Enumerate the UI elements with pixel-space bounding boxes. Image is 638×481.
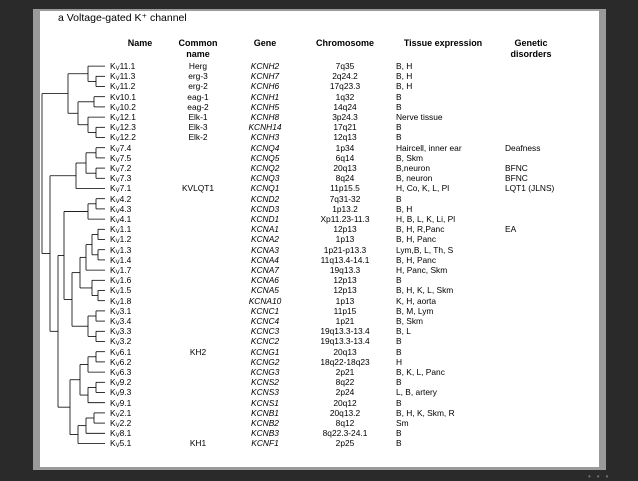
table-row <box>0 81 638 91</box>
table-row <box>0 132 638 142</box>
chromosome: 1p21-p13.3 <box>323 244 367 255</box>
gene-symbol: KCNA1 <box>251 224 279 235</box>
chromosome: 20q12 <box>333 397 357 408</box>
table-row <box>0 367 638 377</box>
tissue-expression: B <box>396 336 402 347</box>
gene-symbol: KCNB2 <box>251 418 279 428</box>
tissue-expression: B <box>396 132 402 143</box>
genetic-disorder: BFNC <box>505 173 528 184</box>
gene-symbol: KCNQ3 <box>250 173 280 184</box>
chromosome: 11p15.5 <box>330 183 360 194</box>
channel-name: $K_V5.1$ <box>110 438 132 450</box>
tissue-expression: B, H <box>396 203 413 214</box>
genetic-disorder: Deafness <box>505 142 541 153</box>
table-row <box>0 173 638 183</box>
channel-name: $K_V11.3$ <box>110 71 136 83</box>
gene-symbol: KCND3 <box>250 203 280 214</box>
channel-name: $K_V3.2$ <box>110 336 132 348</box>
chromosome: 11q13.4-14.1 <box>320 254 370 265</box>
chromosome: 8q24 <box>335 173 355 184</box>
header-gene: Gene <box>253 38 277 48</box>
tissue-expression: H, B, L, K, Li, Pl <box>396 214 456 224</box>
chromosome: 8q22 <box>335 377 355 388</box>
chromosome: 17q21 <box>333 122 357 133</box>
table-row <box>0 71 638 81</box>
common-name: erg-2 <box>188 81 208 92</box>
chromosome: 1p13 <box>335 234 355 245</box>
chromosome: 19q13.3-13.4 <box>320 326 370 337</box>
gene-symbol: KCNF1 <box>251 438 279 449</box>
tissue-expression: B <box>396 397 402 408</box>
tissue-expression: B <box>396 122 402 133</box>
table-row <box>0 183 638 193</box>
tissue-expression: H, Panc, Skm <box>396 265 448 275</box>
chromosome: 1p13 <box>335 295 355 306</box>
gene-symbol: KCNG1 <box>250 346 280 357</box>
tissue-expression: Nerve tissue <box>396 112 443 122</box>
table-row <box>0 112 638 122</box>
header-genetic-disorders: Genetic disorders <box>510 38 552 59</box>
channel-name: $K_V3.3$ <box>110 326 132 338</box>
channel-name: $K_V3.4$ <box>110 316 132 327</box>
table-row <box>0 326 638 336</box>
tissue-expression: B, H <box>396 81 413 92</box>
chromosome: 14q24 <box>333 101 357 112</box>
tissue-expression: B, H <box>396 61 413 71</box>
table-row <box>0 153 638 163</box>
gene-symbol: KCNH14 <box>248 122 282 133</box>
tissue-expression: B, M, Lym <box>396 305 434 316</box>
channel-name: $K_V12.1$ <box>110 112 136 123</box>
tissue-expression: B, H, Panc <box>396 254 437 265</box>
channel-name: $K_V1.1$ <box>110 224 132 236</box>
tissue-expression: B <box>396 428 402 439</box>
table-row <box>0 204 638 214</box>
channel-name: $K_V1.6$ <box>110 275 132 287</box>
common-name: erg-3 <box>188 71 208 82</box>
tissue-expression: H, Co, K, L, Pl <box>396 183 450 194</box>
table-row <box>0 275 638 285</box>
chromosome: 12q13 <box>333 132 357 143</box>
channel-name: $K_V1.8$ <box>110 295 132 307</box>
gene-symbol: KCNC1 <box>250 305 280 316</box>
gene-symbol: KCNH6 <box>250 81 280 92</box>
channel-name: $K_V2.1$ <box>110 407 132 419</box>
chromosome: 6q14 <box>335 152 355 163</box>
chromosome: 1q32 <box>335 91 355 102</box>
gene-symbol: KCNH8 <box>250 112 280 122</box>
gene-symbol: KCNQ4 <box>250 142 280 153</box>
header-chromosome: Chromosome <box>315 38 374 48</box>
channel-name: $K_V9.2$ <box>110 377 132 389</box>
table-row <box>0 224 638 234</box>
channel-name: $K_V1.3$ <box>110 244 132 256</box>
tissue-expression: B <box>396 377 402 388</box>
channel-name: $K_V12.2$ <box>110 132 136 144</box>
chromosome: 7q35 <box>335 61 355 71</box>
chromosome: 8q22.3-24.1 <box>322 428 368 439</box>
table-row <box>0 92 638 102</box>
common-name: Elk-1 <box>188 112 208 122</box>
genetic-disorder: BFNC <box>505 163 528 173</box>
gene-symbol: KCNC2 <box>250 336 280 347</box>
table-row <box>0 377 638 387</box>
channel-name: $K_V7.4$ <box>110 142 132 154</box>
gene-symbol: KCND1 <box>250 214 280 224</box>
chromosome: Xp11.23-11.3 <box>320 214 370 224</box>
gene-symbol: KCNH1 <box>250 91 280 102</box>
genetic-disorder: EA <box>505 224 517 235</box>
genetic-disorder: LQT1 (JLNS) <box>505 183 555 194</box>
tissue-expression: B <box>396 275 402 286</box>
table-row <box>0 214 638 224</box>
tissue-expression: B, H, K, L, Skm <box>396 285 454 296</box>
gene-symbol: KCNA4 <box>251 254 279 265</box>
chromosome: 20q13.2 <box>329 407 361 418</box>
gene-symbol: KCNG2 <box>250 356 280 367</box>
common-name: KH1 <box>189 438 207 449</box>
gene-symbol: KCNS2 <box>251 377 279 388</box>
channel-name: $K_V10.2$ <box>110 101 136 113</box>
channel-name: $K_V12.3$ <box>110 122 136 134</box>
chromosome: 3p24.3 <box>332 112 358 122</box>
tissue-expression: B <box>396 438 402 449</box>
chromosome: 12p13 <box>333 275 357 286</box>
header-common-name: Common name <box>178 38 218 59</box>
channel-name: $K_V4.3$ <box>110 203 132 215</box>
channel-name: $K_V6.1$ <box>110 346 132 358</box>
channel-name: $K_V3.1$ <box>110 305 132 317</box>
channel-name: $K_V1.5$ <box>110 285 132 297</box>
gene-symbol: KCNG3 <box>250 367 280 377</box>
tissue-expression: B, H, R,Panc <box>396 224 445 235</box>
gene-symbol: KCNC3 <box>250 326 280 337</box>
channel-name: $K_V7.1$ <box>110 183 132 195</box>
common-name: Elk-2 <box>188 132 208 143</box>
tissue-expression: Haircell, inner ear <box>396 142 462 153</box>
table-row <box>0 357 638 367</box>
gene-symbol: KCNA2 <box>251 234 279 245</box>
chromosome: 1p34 <box>335 142 355 153</box>
channel-name: $K_V4.2$ <box>110 193 132 205</box>
gene-symbol: KCNH3 <box>250 132 280 143</box>
channel-name: Kv10.1 <box>110 91 137 102</box>
tissue-expression: B, neuron <box>396 173 433 184</box>
header-tissue-expression: Tissue expression <box>403 38 483 48</box>
tissue-expression: L, B, artery <box>396 387 437 398</box>
table-row <box>0 408 638 418</box>
tissue-expression: B, H <box>396 71 413 82</box>
chromosome: 7q31-32 <box>329 193 361 204</box>
table-row <box>0 418 638 428</box>
common-name: KH2 <box>189 346 207 357</box>
table-row <box>0 102 638 112</box>
table-row <box>0 234 638 244</box>
channel-name: $K_V2.2$ <box>110 418 132 429</box>
common-name: Elk-3 <box>188 122 208 133</box>
chromosome: 8q12 <box>335 418 355 428</box>
chromosome: 12p13 <box>333 285 357 296</box>
tissue-expression: B,neuron <box>396 163 430 173</box>
tissue-expression: Sm <box>396 418 409 428</box>
channel-name: $K_V6.2$ <box>110 356 132 368</box>
table-row <box>0 245 638 255</box>
chromosome: 2p21 <box>335 367 355 377</box>
chromosome: 18q22-18q23 <box>320 356 370 367</box>
gene-symbol: KCNA5 <box>251 285 279 296</box>
chromosome: 12p13 <box>333 224 357 235</box>
chromosome: 17q23.3 <box>329 81 361 92</box>
tissue-expression: B, H, K, Skm, R <box>396 407 455 418</box>
table-row <box>0 143 638 153</box>
common-name: Herg <box>188 61 208 71</box>
table-row <box>0 428 638 438</box>
table-row <box>0 306 638 316</box>
table-row <box>0 163 638 173</box>
table-row <box>0 387 638 397</box>
gene-symbol: KCNQ2 <box>250 163 280 173</box>
table-row <box>0 347 638 357</box>
slide-nav-dots: ••• <box>588 472 615 481</box>
tissue-expression: B <box>396 346 402 357</box>
channel-name: $K_V11.1$ <box>110 61 136 72</box>
chromosome: 20q13 <box>333 346 357 357</box>
table-row <box>0 122 638 132</box>
channel-name: $K_V1.4$ <box>110 254 132 266</box>
channel-name: $K_V11.2$ <box>110 81 136 93</box>
gene-symbol: KCNQ5 <box>250 152 280 163</box>
gene-symbol: KCNA6 <box>251 275 279 286</box>
tissue-expression: B <box>396 91 402 102</box>
table-row <box>0 316 638 326</box>
tissue-expression: K, H, aorta <box>396 295 437 306</box>
gene-symbol: KCNH5 <box>250 101 280 112</box>
gene-symbol: KCNH7 <box>250 71 280 82</box>
channel-name: $K_V7.3$ <box>110 173 132 185</box>
gene-symbol: KCNB3 <box>251 428 279 439</box>
channel-name: $K_V8.1$ <box>110 428 132 440</box>
table-row <box>0 438 638 448</box>
chromosome: 19q13.3-13.4 <box>320 336 370 347</box>
gene-symbol: KCNS3 <box>251 387 279 398</box>
channel-name: $K_V1.2$ <box>110 234 132 246</box>
chromosome: 2p25 <box>335 438 355 449</box>
tissue-expression: Lym,B, L, Th, S <box>396 244 454 255</box>
channel-name: $K_V6.3$ <box>110 367 132 378</box>
figure-title: a Voltage-gated K⁺ channel <box>58 12 187 24</box>
channel-name: $K_V7.2$ <box>110 163 132 174</box>
tissue-expression: B, Skm <box>396 152 423 163</box>
channel-name: $K_V9.1$ <box>110 397 132 409</box>
tissue-expression: B, L <box>396 326 411 337</box>
gene-symbol: KCND2 <box>250 193 280 204</box>
chromosome: 1p21 <box>335 316 355 326</box>
chromosome: 19q13.3 <box>329 265 361 275</box>
gene-symbol: KCNA10 <box>248 295 282 306</box>
common-name: eag-1 <box>187 91 209 102</box>
tissue-expression: B, Skm <box>396 316 423 326</box>
gene-symbol: KCNH2 <box>250 61 280 71</box>
table-row <box>0 336 638 346</box>
chromosome: 2p24 <box>335 387 355 398</box>
chromosome: 20q13 <box>333 163 357 173</box>
gene-symbol: KCNA3 <box>251 244 279 255</box>
tissue-expression: B, K, L, Panc <box>396 367 445 377</box>
gene-symbol: KCNQ1 <box>250 183 280 194</box>
channel-name: $K_V4.1$ <box>110 214 132 225</box>
tissue-expression: H <box>396 356 403 367</box>
channel-name: $K_V7.5$ <box>110 152 132 164</box>
channel-name: $K_V9.3$ <box>110 387 132 399</box>
common-name: eag-2 <box>187 101 209 112</box>
chromosome: 11p15 <box>333 305 357 316</box>
gene-symbol: KCNB1 <box>251 407 279 418</box>
table-row <box>0 194 638 204</box>
header-name: Name <box>127 38 153 48</box>
tissue-expression: B <box>396 101 402 112</box>
gene-symbol: KCNS1 <box>251 397 279 408</box>
table-row <box>0 265 638 275</box>
table-row <box>0 255 638 265</box>
table-row <box>0 285 638 295</box>
gene-symbol: KCNA7 <box>251 265 279 275</box>
chromosome: 2q24.2 <box>332 71 358 82</box>
channel-name: $K_V1.7$ <box>110 265 132 276</box>
table-row <box>0 61 638 71</box>
table-row <box>0 398 638 408</box>
common-name: KVLQT1 <box>181 183 215 194</box>
gene-symbol: KCNC4 <box>250 316 280 326</box>
tissue-expression: B <box>396 193 402 204</box>
table-row <box>0 296 638 306</box>
tissue-expression: B, H, Panc <box>396 234 437 245</box>
chromosome: 1p13.2 <box>332 203 358 214</box>
